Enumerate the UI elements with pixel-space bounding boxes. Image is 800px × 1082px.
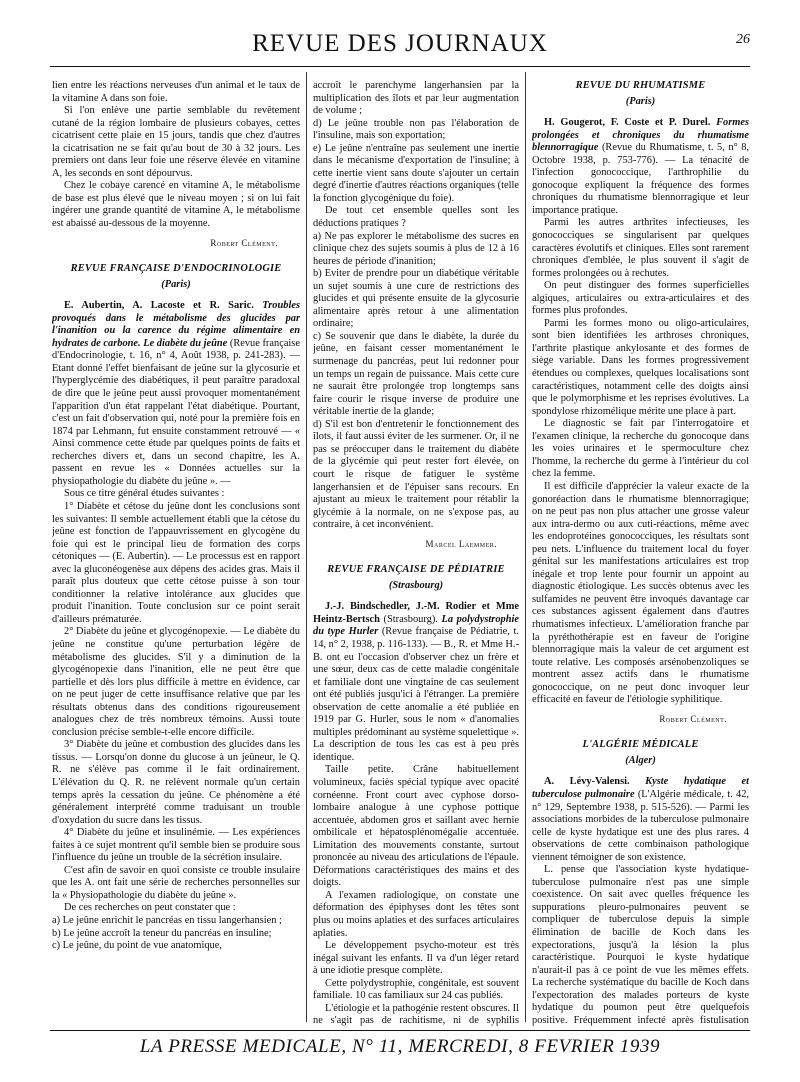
section-heading: REVUE FRANÇAISE DE PÉDIATRIE: [327, 564, 505, 576]
article-title: Troubles provoqués dans le métabolisme des glucides par l'inanition ou la carence du régime alimentaire en hydrates de carbone. Le diabète du jeûne: [52, 300, 300, 349]
article-body: (L'Algérie médicale, t. 42, n° 129, Septembre 1938, p. 515-526). — Parmi les associations morbides de la tuberculose pulmonaire celle de kyste hydatique est une des plus rares. 4 observations de cette combinaison pathologique viennent témoigner de son existence.: [532, 788, 749, 863]
article-authors: A. Lévy-Valensi.: [544, 776, 630, 788]
paragraph: 1° Diabète et cétose du jeûne dont les conclusions sont les suivantes: Il semble actuellement établi que la cétose du jeûne est fonction de l'appauvrissement en glycogène du foie qui est le principal lieu de formation des corps cétoniques — (E. Aubertin). — Le processus est en rapport avec la gluconéogenèse aux dépens des acides gras. Mais il paraît plus douteux que cette cétose puisse à son tour conditionner la relative intolérance aux glucides que produit l'inanition. Toute conclusion sur ce point serait d'ailleurs prématurée.: [52, 500, 300, 625]
article-title: Formes prolongées et chroniques du rhumatisme blennorragique: [532, 117, 749, 154]
section-subheading: (Strasbourg): [388, 579, 444, 591]
article-authors: E. Aubertin, A. Lacoste et R. Saric.: [64, 300, 254, 312]
author-signature: Robert Clément.: [210, 237, 278, 248]
paragraph: 4° Diabète du jeûne et insulinémie. — Les expériences faites à ce sujet montrent qu'il semble bien se produire sous l'influence du jeûne un trouble de la sécrétion insulaire.: [52, 827, 300, 864]
section-heading: REVUE FRANÇAISE D'ENDOCRINOLOGIE: [70, 263, 282, 275]
article-title: La polydystrophie du type Hurler: [313, 613, 519, 638]
list-item: b) Eviter de prendre pour un diabétique véritable un sujet soumis à une cure de restrictions des glucides et qui présente ensuite de la glycosurie alimentaire après retour à une alimentation ordinaire;: [313, 268, 519, 330]
section-subheading: (Alger): [625, 754, 656, 766]
paragraph: Le diagnostic se fait par l'interrogatoire et l'examen clinique, la recherche du gonocoque dans les voies urinaires et le spermoculture chez l'homme, la recherche du germe à l'intérieur du col chez la femme.: [532, 418, 749, 480]
article-authors: H. Gougerot, F. Coste et P. Durel.: [544, 117, 711, 129]
list-item: d) S'il est bon d'entretenir le fonctionnement des îlots, il faut aussi éviter de les surmener. Or, il ne pas se préoccuper dans le traitement du diabète de la glycémie qui peut rester fort élevée, on court le risque de fatiguer le système langerhansien et de l'épuiser sans recours. En ajustant au mieux le traitement pour rétablir la glycémie à la normale, on ne s'expose pas, au contraire, à cet inconvénient.: [313, 418, 519, 531]
text-column-middle: [313, 80, 519, 1028]
article-body: (Revue du Rhumatisme, t. 5, n° 8, Octobre 1938, p. 753-776). — La ténacité de l'infection gonococcique, l'arthrophilie du gonocoque expliquent la fréquence des formes chroniques du rhumatisme blennorragique et leur importance pratique.: [532, 142, 749, 216]
footer-rule: [50, 1030, 750, 1031]
article-body: (Revue française d'Endocrinologie, t. 16, n° 4, Août 1938, p. 241-283). — Etant donné l'effet bienfaisant de jeûne sur la glycosurie et l'hyperglycémie des diabétiques, il peut paraître paradoxal de dire que le jeûne peut aussi provoquer momentanément l'apparition d'un état rappelant l'état diabétique. Pourtant, c'est un fait d'observation qui, noté pour la première fois en 1874 par Lehmann, fut ensuite constamment retrouvé — « Ainsi commence cette étude par quelques points de faits et recherches divers et, dans un second chapitre, les A. passent en revue les « Données actuelles sur la physiopathologie du diabète du jeûne ». —: [52, 337, 300, 487]
article-entry: [313, 601, 519, 764]
list-item: b) Le jeûne accroît la teneur du pancréas en insuline;: [52, 927, 272, 939]
paragraph: Le développement psycho-moteur est très inégal suivant les enfants. Il va d'un léger retard à une idiotie presque complète.: [313, 940, 519, 977]
list-item: a) Le jeûne enrichit le pancréas en tissu langerhansien ;: [52, 915, 282, 926]
paragraph: lien entre les réactions nerveuses d'un animal et le taux de la vitamine A dans son foie.: [52, 80, 300, 104]
article-affiliation: (Strasbourg).: [379, 613, 442, 625]
list-item: c) Le jeûne, du point de vue anatomique,: [52, 940, 222, 952]
article-entry: [532, 776, 749, 864]
list-item: d) Le jeûne trouble non pas l'élaboration de l'insuline, mais son exportation;: [313, 117, 519, 142]
author-signature: Robert Clément.: [659, 713, 727, 724]
article-body: (Revue française de Pédiatrie, t. 14, n° 2, 1938, p. 116-133). — B., R. et Mme H.-B. ont eu l'occasion d'observer chez un frère et une sœur, deux cas de cette maladie congénitale et familiale dont une vingtaine de cas seulement ont été publiés jusqu'ici à l'étranger. La première observation de cette anomalie a été publiée en 1919 par G. Hurler, sous le nom « d'anomalies multiples prédominant au système squelettique ». La description de tous les cas est à peu près identique.: [313, 626, 519, 763]
page-number: 26: [736, 32, 750, 47]
paragraph: Cette polydystrophie, congénitale, est souvent familiale. 10 cas familiaux sur 24 cas publiés.: [313, 977, 519, 1002]
masthead: [50, 28, 750, 62]
paragraph: Sous ce titre général études suivantes :: [64, 488, 225, 500]
paragraph: 3° Diabète du jeûne et combustion des glucides dans les tissus. — Lorsqu'on donne du glucose à un jeûneur, le Q. R. ne s'élève pas comme il le fait ordinairement. L'élévation du Q. R. ne relèvent normale qu'un certain temps après la cessation du jeûne. Ce phénomène a été généralement interprété comme traduisant un trouble d'oxydation du sucre dans les tissus.: [52, 739, 300, 826]
article-entry: [52, 300, 300, 488]
list-item: c) Se souvenir que dans le diabète, la durée du jeûne, en faisant cesser momentanément le surmenage du pancréas, peut lui redonner pour un temps un regain de puissance. Mais cette cure ne saurait être prolongée trop longtemps sans faire courir le risque inverse de produire une véritable inertie de la glande;: [313, 330, 519, 418]
paragraph: L. pense que l'association kyste hydatique-tuberculose pulmonaire n'est pas une simple coexistence. On sait avec quelles fréquence les suppurations pleuro-pulmonaires peuvent se compliquer de tuberculose depuis la simple élimination de bacille de Koch dans les expectorations, jusqu'à la lésion la plus caractéristique. Pourquoi le kyste hydatique n'aurait-il pas à ce point de vue les mêmes effets. La recherche systématique du bacille de Koch dans l'expectoration des malades porteurs de kyste hydatique du poumon peut être quelquefois positive. Fréquemment infecté après fistulisation: [532, 864, 749, 1026]
section-subheading: (Paris): [625, 95, 656, 107]
text-column-left: [52, 80, 300, 1028]
article-entry: [532, 117, 749, 217]
column-divider: [306, 72, 307, 1022]
paragraph: De tout cet ensemble quelles sont les déductions pratiques ?: [313, 205, 519, 230]
list-item: e) Le jeûne n'entraîne pas seulement une inertie dans le mécanisme d'exportation de l'insuline; à cette inertie vient sans doute s'ajouter un certain degré d'inertie d'autres réactions organiques (telle la fonction glycogénique du foie).: [313, 142, 519, 204]
column-divider: [525, 72, 526, 1022]
header-rule: [50, 66, 750, 67]
paragraph: accroît le parenchyme langerhansien par la multiplication des îlots et par leur augmentation de volume ;: [313, 80, 519, 117]
section-heading: REVUE DU RHUMATISME: [575, 80, 706, 91]
paragraph: A l'examen radiologique, on constate une déformation des épiphyses dont les têtes sont plus ou moins aplaties et des surfaces articulaires aplaties.: [313, 889, 519, 939]
article-title: Kyste hydatique et tuberculose pulmonaire: [532, 776, 749, 800]
paragraph: De ces recherches on peut constater que :: [64, 902, 236, 914]
article-authors: J.-J. Bindschedler, J.-M. Rodier et Mme Heintz-Bertsch: [313, 601, 519, 625]
paragraph: On peut distinguer des formes superficielles algiques, articulaires ou extra-articulaires et des formes plus profondes.: [532, 280, 749, 317]
section-subheading: (Paris): [161, 278, 191, 290]
paragraph: Parmi les formes mono ou oligo-articulaires, sont bien identifiées les arthroses chroniques, l'arthrite plastique ankylosante et des formes de siège variable. Dans les formes progressivement étendues ou complexes, quelques localisations sont caractéristiques, notamment celle des doigts ainsi que le polymorphisme et les reprises évolutives. La spondylose rhizomélique mérite une place à part.: [532, 317, 749, 417]
text-column-right: [532, 80, 749, 1028]
paragraph: Il est difficile d'apprécier la valeur exacte de la gonoréaction dans le rhumatisme blennorragique; on ne peut pas non plus attacher une grosse valeur aux intra-dermo ou aux cuti-réactions, même avec les endoprotéines gonococciques, les résultats sont peu nets. L'influence du traitement local du foyer génital sur les manifestations articulaires est trop inégale et trop lente pour fournir un appoint au diagnostic étiologique. Les succès obtenus avec les sulfamides ne peuvent être invoqués davantage car ces substances agissent également dans d'autres rhumatismes infectieux. L'amélioration franche par la pyréthothérapie est en faveur de l'origine blennorragique mais la valeur de cet argument est toute relative. Les composés arsénobenzoliques se montrent assez actifs dans le rhumatisme gonococcique, on ne peut donc invoquer leur efficacité en faveur de l'étiologie syphilitique.: [532, 480, 749, 706]
paragraph: Chez le cobaye carencé en vitamine A, le métabolisme de base est plus élevé que le niveau moyen ; si on lui fait ingérer une grande quantité de vitamine A, le métabolisme est abaissé au-dessous de la moyenne.: [52, 180, 300, 230]
section-heading: L'ALGÉRIE MÉDICALE: [582, 739, 699, 751]
paragraph: Si l'on enlève une partie semblable du revêtement cutané de la région lombaire de plusieurs cobayes, cettes cicatrisent cette plaie en 15 jours, tandis que chez d'autres la cicatrisation ne se fait qu'au bout de 30 à 32 jours. Les premiers ont dans leur foie une réserve élevée en vitamine A, les seconds en sont dépourvus.: [52, 105, 300, 179]
paragraph: L'étiologie et la pathogénie restent obscures. Il ne s'agit pas de rachitisme, ni de syphilis: [313, 1002, 519, 1027]
paragraph: Parmi les autres arthrites infectieuses, les gonococciques se singularisent par quelques caractères évolutifs et cliniques. Elles sont rarement chroniques d'emblée, le plus souvent il s'agit de formes prolongées ou à rechutes.: [532, 217, 749, 279]
paragraph: Taille petite. Crâne habituellement volumineux, faciès spécial typique avec opacité cornéenne. Front court avec cyphose dorso-lombaire analogue à une cyphose pottique accentuée, abdomen gros et saillant avec hernie ombilicale et hépatosplénomégalie accentuée. Limitation des mouvements constante, surtout prononcée au niveau des articulations de l'épaule. Déformations caractéristiques des mains et des doigts.: [313, 764, 519, 889]
paragraph: 2° Diabète du jeûne et glycogénopexie. — Le diabète du jeûne ne constitue qu'une perturbation légère de métabolisme des glucides. S'il y a diminution de la glycogénopexie dans l'inanition, elle ne peut être que partielle et dès lors plus difficile à mettre en évidence, car on ne peut juger de cette insuffisance relative que par les résultats obtenus dans des conditions rigoureusement analogues chez de très nombreux témoins. Aussi toute conclusion précise semble-t-elle encore difficile.: [52, 626, 300, 738]
page-title: REVUE DES JOURNAUX: [252, 30, 548, 57]
paragraph: C'est afin de savoir en quoi consiste ce trouble insulaire que les A. ont fait une série de recherches personnelles sur la « Physiopathologie du diabète du jeûne ».: [52, 864, 300, 901]
list-item: a) Ne pas explorer le métabolisme des sucres en clinique chez des sujets soumis à plus de 12 à 16 heures de période d'inanition;: [313, 230, 519, 267]
author-signature: Marcel Laemmer.: [425, 538, 497, 549]
page-footer: LA PRESSE MEDICALE, N° 11, MERCREDI, 8 FEVRIER 1939: [139, 1036, 661, 1057]
